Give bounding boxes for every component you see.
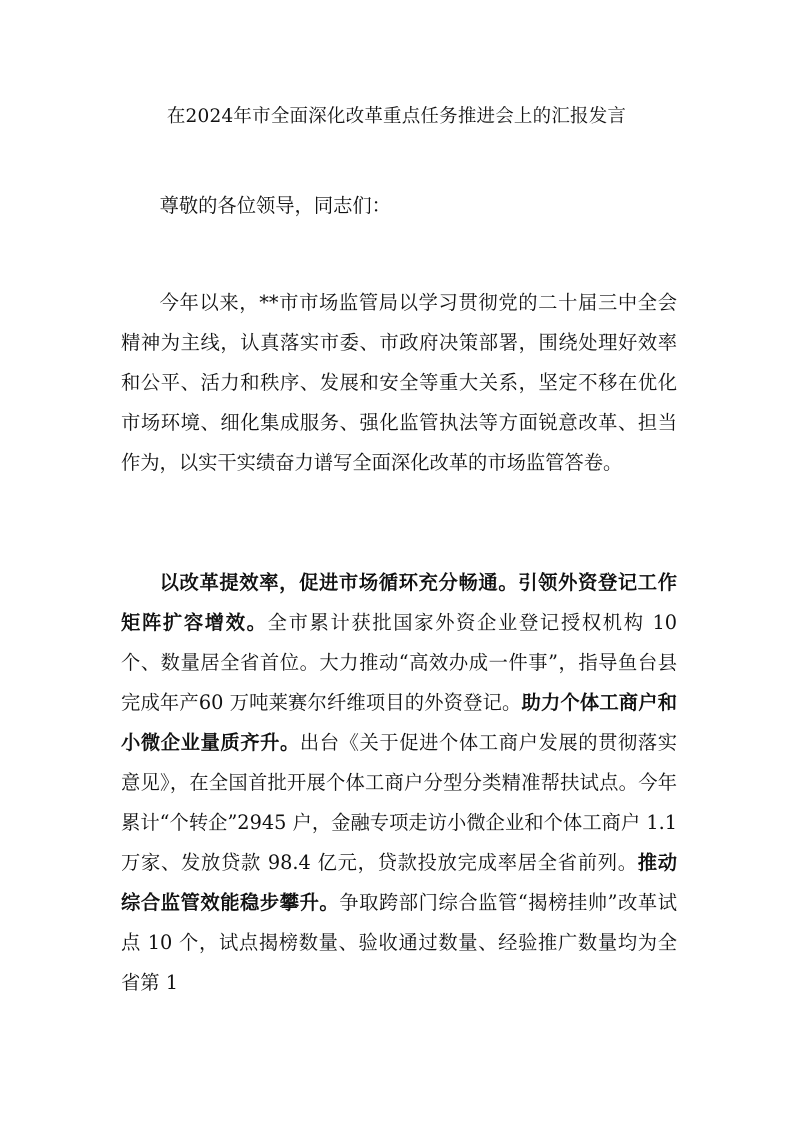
subsection-1-heading: 引领外资登记工作矩阵扩容增效。 xyxy=(121,571,678,634)
subsection-2-text: 出台《关于促进个体工商户发展的贯彻落实意见》，在全国首批开展个体工商户分型分类精准帮扶试点。今年累计“个转企”2945 户，金融专项走访小微企业和个体工商户 1.1 万家、发放贷款 98.4 亿元，贷款投放完成率居全省前列。 xyxy=(121,731,677,874)
intro-paragraph xyxy=(121,283,677,483)
subsection-1-text: 全市累计获批国家外资企业登记授权机构 10 个、数量居全省首位。大力推动“高效办成一件事”，指导鱼台县完成年产60 万吨莱赛尔纤维项目的外资登记。 xyxy=(121,611,677,714)
subsection-3-text: 争取跨部门综合监管“揭榜挂帅”改革试点 10 个，试点揭榜数量、验收通过数量、经验推广数量均为全省第 1 xyxy=(121,891,678,994)
salutation-text: 尊敬的各位领导，同志们： xyxy=(159,194,391,217)
section-text xyxy=(121,563,677,1003)
subsection-2-heading: 助力个体工商户和小微企业量质齐升。 xyxy=(121,691,677,754)
section-heading: 以改革提效率，促进市场循环充分畅通。 xyxy=(159,571,519,594)
section-paragraph xyxy=(121,563,677,1003)
salutation-paragraph xyxy=(121,186,677,226)
subsection-3-heading: 推动综合监管效能稳步攀升。 xyxy=(121,851,678,914)
document-title: 在2024年市全面深化改革重点任务推进会上的汇报发言 xyxy=(166,106,627,127)
intro-text: 今年以来，**市市场监管局以学习贯彻党的二十届三中全会精神为主线，认真落实市委、市政府决策部署，围绕处理好效率和公平、活力和秩序、发展和安全等重大关系，坚定不移在优化市场环境、细化集成服务、强化监管执法等方面锐意改革、担当作为，以实干实绩奋力谱写全面深化改革的市场监管答卷。 xyxy=(121,291,677,474)
